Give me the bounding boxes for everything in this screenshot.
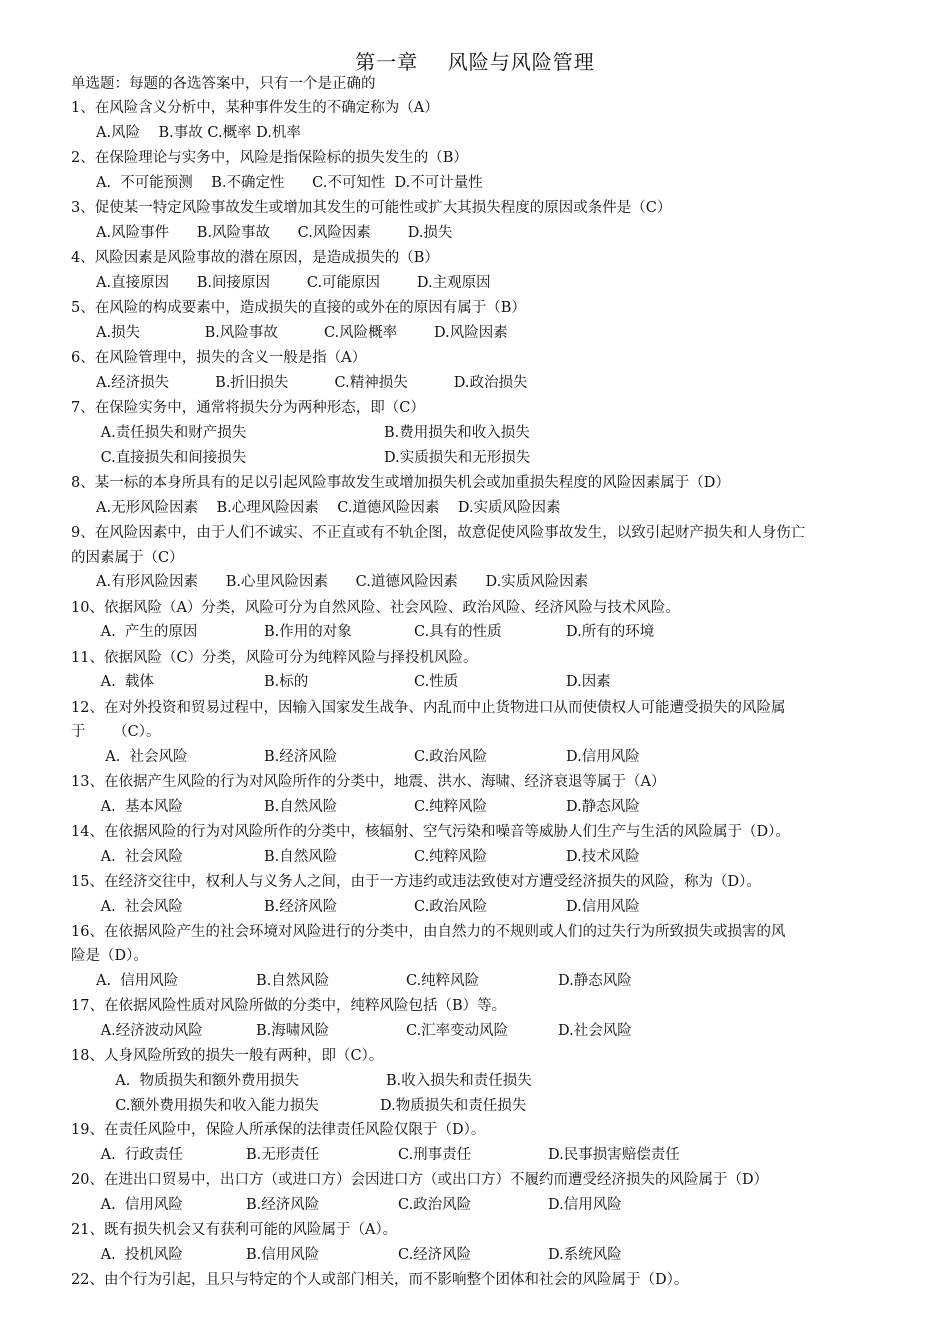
question-12-option: B.经济风险 xyxy=(264,749,338,765)
question-11-option: C.性质 xyxy=(414,674,459,690)
question-18-option: D.物质损失和责任损失 xyxy=(380,1098,527,1114)
question-7: 7、在保险实务中，通常将损失分为两种形态，即（C） xyxy=(71,400,425,416)
question-11-option: B.标的 xyxy=(264,674,309,690)
question-17-option: C.汇率变动风险 xyxy=(406,1023,509,1039)
question-14-option: A. 社会风险 xyxy=(96,849,183,865)
question-7-option: C.直接损失和间接损失 xyxy=(96,450,247,466)
question-18-option: C.额外费用损失和收入能力损失 xyxy=(106,1098,319,1114)
question-18: 18、人身风险所致的损失一般有两种，即（C）。 xyxy=(71,1048,384,1064)
question-14-option: C.纯粹风险 xyxy=(414,849,488,865)
question-19-option: C.刑事责任 xyxy=(398,1147,472,1163)
question-15-option: A. 社会风险 xyxy=(96,899,183,915)
question-20-option: B.经济风险 xyxy=(246,1197,320,1213)
question-14-option: D.技术风险 xyxy=(566,849,640,865)
question-20-option: C.政治风险 xyxy=(398,1197,472,1213)
question-5: 5、在风险的构成要素中，造成损失的直接的或外在的原因有属于（B） xyxy=(71,300,526,316)
question-21: 21、既有损失机会又有获利可能的风险属于（A）。 xyxy=(71,1222,398,1238)
question-18-option: B.收入损失和责任损失 xyxy=(386,1073,532,1089)
question-3: 3、促使某一特定风险事故发生或增加其发生的可能性或扩大其损失程度的原因或条件是（C） xyxy=(71,200,672,216)
question-6: 6、在风险管理中，损失的含义一般是指（A） xyxy=(71,350,367,366)
question-7-option: B.费用损失和收入损失 xyxy=(384,425,530,441)
question-11-option: D.因素 xyxy=(566,674,611,690)
question-3-options: A.风险事件 B.风险事故 C.风险因素 D.损失 xyxy=(96,225,453,241)
question-13-option: A. 基本风险 xyxy=(96,799,183,815)
question-2-options: A. 不可能预测 B.不确定性 C.不可知性 D.不可计量性 xyxy=(96,175,483,191)
question-14-option: B.自然风险 xyxy=(264,849,338,865)
instruction-text: 单选题：每题的各选答案中，只有一个是正确的 xyxy=(71,76,376,92)
question-5-options: A.损失 B.风险事故 C.风险概率 D.风险因素 xyxy=(96,325,508,341)
question-17-option: B.海啸风险 xyxy=(256,1023,330,1039)
question-1: 1、在风险含义分析中，某种事件发生的不确定称为（A） xyxy=(71,100,439,116)
question-19-option: A. 行政责任 xyxy=(96,1147,183,1163)
question-21-option: D.系统风险 xyxy=(548,1247,622,1263)
question-11: 11、依据风险（C）分类，风险可分为纯粹风险与择投机风险。 xyxy=(71,650,478,666)
question-21-option: B.信用风险 xyxy=(246,1247,320,1263)
page-title: 第一章 风险与风险管理 xyxy=(355,50,595,74)
question-16: 16、在依据风险产生的社会环境对风险进行的分类中，由自然力的不规则或人们的过失行为所致损失或损害的风 xyxy=(71,924,786,940)
question-9: 9、在风险因素中，由于人们不诚实、不正直或有不轨企图，故意促使风险事故发生，以致引起财产损失和人身伤亡 xyxy=(71,525,806,541)
question-4-options: A.直接原因 B.间接原因 C.可能原因 D.主观原因 xyxy=(96,275,491,291)
question-19-option: D.民事损害赔偿责任 xyxy=(548,1147,680,1163)
question-20-option: A. 信用风险 xyxy=(96,1197,183,1213)
question-16-continuation: 险是（D）。 xyxy=(71,948,148,964)
question-16-option: A. 信用风险 xyxy=(96,973,179,989)
question-1-options: A.风险 B.事故 C.概率 D.机率 xyxy=(96,125,301,141)
question-15: 15、在经济交往中，权利人与义务人之间，由于一方违约或违法致使对方遭受经济损失的风险，称为（D）。 xyxy=(71,874,761,890)
question-18-option: A. 物质损失和额外费用损失 xyxy=(106,1073,300,1089)
question-17-option: D.社会风险 xyxy=(558,1023,632,1039)
question-22: 22、由个行为引起，且只与特定的个人或部门相关，而不影响整个团体和社会的风险属于（D）。 xyxy=(71,1272,689,1288)
question-10-option: A. 产生的原因 xyxy=(96,624,198,640)
question-7-option: D.实质损失和无形损失 xyxy=(384,450,531,466)
question-16-option: C.纯粹风险 xyxy=(406,973,480,989)
question-10-option: C.具有的性质 xyxy=(414,624,502,640)
question-10-option: D.所有的环境 xyxy=(566,624,655,640)
question-15-option: C.政治风险 xyxy=(414,899,488,915)
question-12-option: C.政治风险 xyxy=(414,749,488,765)
question-10: 10、依据风险（A）分类，风险可分为自然风险、社会风险、政治风险、经济风险与技术风险。 xyxy=(71,600,680,616)
question-19-option: B.无形责任 xyxy=(246,1147,320,1163)
question-16-option: D.静态风险 xyxy=(558,973,632,989)
question-20-option: D.信用风险 xyxy=(548,1197,622,1213)
question-2: 2、在保险理论与实务中，风险是指保险标的损失发生的（B） xyxy=(71,150,468,166)
question-12-continuation: 于 （C）。 xyxy=(71,724,161,740)
question-21-option: C.经济风险 xyxy=(398,1247,472,1263)
question-12-option: A. 社会风险 xyxy=(96,749,188,765)
question-6-options: A.经济损失 B.折旧损失 C.精神损失 D.政治损失 xyxy=(96,375,528,391)
question-13-option: C.纯粹风险 xyxy=(414,799,488,815)
question-17: 17、在依据风险性质对风险所做的分类中，纯粹风险包括（B）等。 xyxy=(71,998,507,1014)
question-15-option: D.信用风险 xyxy=(566,899,640,915)
question-4: 4、风险因素是风险事故的潜在原因，是造成损失的（B） xyxy=(71,250,439,266)
question-15-option: B.经济风险 xyxy=(264,899,338,915)
question-8-options: A.无形风险因素 B.心理风险因素 C.道德风险因素 D.实质风险因素 xyxy=(96,500,561,516)
question-12: 12、在对外投资和贸易过程中，因输入国家发生战争、内乱而中止货物进口从而使债权人可能遭受损失的风险属 xyxy=(71,700,786,716)
question-20: 20、在进出口贸易中，出口方（或进口方）会因进口方（或出口方）不履约而遭受经济损失的风险属于（D） xyxy=(71,1172,769,1188)
question-14: 14、在依据风险的行为对风险所作的分类中，核辐射、空气污染和噪音等威胁人们生产与生活的风险属于（D）。 xyxy=(71,824,790,840)
question-10-option: B.作用的对象 xyxy=(264,624,352,640)
question-13-option: D.静态风险 xyxy=(566,799,640,815)
question-9-options: A.有形风险因素 B.心里风险因素 C.道德风险因素 D.实质风险因素 xyxy=(96,574,589,590)
question-7-option: A.责任损失和财产损失 xyxy=(96,425,247,441)
question-13-option: B.自然风险 xyxy=(264,799,338,815)
question-12-option: D.信用风险 xyxy=(566,749,640,765)
question-17-option: A.经济波动风险 xyxy=(96,1023,203,1039)
question-16-option: B.自然风险 xyxy=(256,973,330,989)
question-11-option: A. 载体 xyxy=(96,674,154,690)
question-13: 13、在依据产生风险的行为对风险所作的分类中，地震、洪水、海啸、经济衰退等属于（A） xyxy=(71,774,666,790)
question-8: 8、某一标的本身所具有的足以引起风险事故发生或增加损失机会或加重损失程度的风险因素属于（D） xyxy=(71,475,730,491)
question-9-continuation: 的因素属于（C） xyxy=(71,550,184,566)
question-19: 19、在责任风险中，保险人所承保的法律责任风险仅限于（D）。 xyxy=(71,1122,486,1138)
question-21-option: A. 投机风险 xyxy=(96,1247,183,1263)
